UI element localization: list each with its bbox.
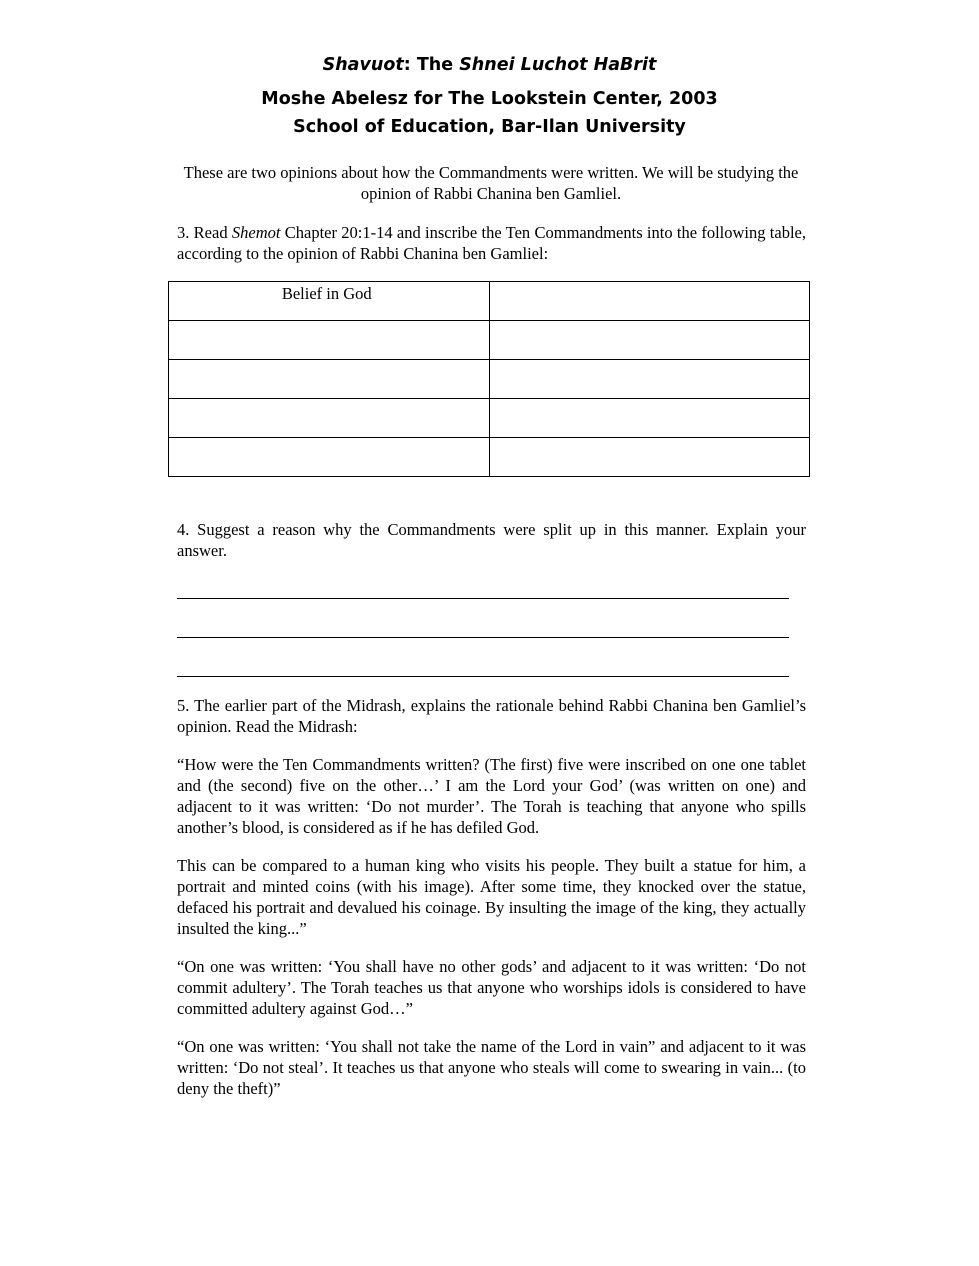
table-row [169, 438, 810, 477]
institution-line: School of Education, Bar-Ilan University [293, 117, 686, 137]
table-row [169, 399, 810, 438]
page-title [0, 55, 979, 75]
answer-line[interactable] [177, 676, 789, 677]
question-3 [177, 222, 806, 264]
cell-text [490, 360, 810, 362]
answer-line[interactable] [177, 598, 789, 599]
answer-line[interactable] [177, 637, 789, 638]
cell-text [490, 282, 810, 284]
table-cell[interactable] [169, 321, 490, 360]
cell-text [490, 438, 810, 440]
q3-book: Shemot [231, 223, 281, 242]
intro-text: These are two opinions about how the Commandments were written. We will be studying the opinion of Rabbi Chanina ben Gamliel. [183, 163, 799, 203]
question-4: 4. Suggest a reason why the Commandments were split up in this manner. Explain your answer. [177, 520, 806, 560]
table-cell[interactable] [489, 321, 810, 360]
commandments-table [168, 281, 810, 477]
q3-rest: Chapter 20:1-14 and inscribe the Ten Commandments into the following table, according to the opinion of Rabbi Chanina ben Gamliel: [177, 223, 806, 263]
title-shavuot: Shavuot [322, 55, 404, 75]
table-cell[interactable] [169, 360, 490, 399]
cell-text [169, 321, 489, 323]
table-row [169, 360, 810, 399]
author-line: Moshe Abelesz for The Lookstein Center, 2003 [261, 89, 718, 109]
table-cell[interactable] [169, 438, 490, 477]
table-cell[interactable] [169, 282, 490, 321]
midrash-paragraph: “How were the Ten Commandments written? (The first) five were inscribed on one one tablet and (the second) five on the other…’ I am the Lord your God’ (was written on one) and adjacent to it was written: ‘Do not murder’. The Torah is teaching that anyone who spills another’s blood, is considered as if he has defiled God. [177, 755, 806, 837]
midrash-paragraph: “On one was written: ‘You shall not take the name of the Lord in vain” and adjacent to it was written: ‘Do not steal’. It teaches us that anyone who steals will come to swearing in vain... (to deny the theft)” [177, 1037, 806, 1098]
q3-prefix: 3. Read [177, 223, 232, 242]
table-cell[interactable] [489, 282, 810, 321]
table-row [169, 321, 810, 360]
table-cell[interactable] [489, 399, 810, 438]
cell-text [169, 399, 489, 401]
cell-text [169, 438, 489, 440]
title-connector: : The [403, 55, 460, 75]
table-cell[interactable] [489, 360, 810, 399]
title-shnei-luchot: Shnei Luchot HaBrit [459, 55, 657, 75]
table-cell[interactable] [169, 399, 490, 438]
table-cell[interactable] [489, 438, 810, 477]
cell-text [169, 360, 489, 362]
midrash-paragraph: “On one was written: ‘You shall have no other gods’ and adjacent to it was written: ‘Do not commit adultery’. The Torah teaches us that anyone who worships idols is considered to have committed adultery against God…” [177, 957, 806, 1018]
midrash-paragraph: This can be compared to a human king who visits his people. They built a statue for him, a portrait and minted coins (with his image). After some time, they knocked over the statue, defaced his portrait and devalued his coinage. By insulting the image of the king, they actually insulted the king...” [177, 856, 806, 938]
cell-text [490, 399, 810, 401]
cell-text [490, 321, 810, 323]
cell-text: Belief in God [281, 284, 372, 303]
question-5: 5. The earlier part of the Midrash, explains the rationale behind Rabbi Chanina ben Gamliel’s opinion. Read the Midrash: [177, 696, 806, 736]
table-row [169, 282, 810, 321]
